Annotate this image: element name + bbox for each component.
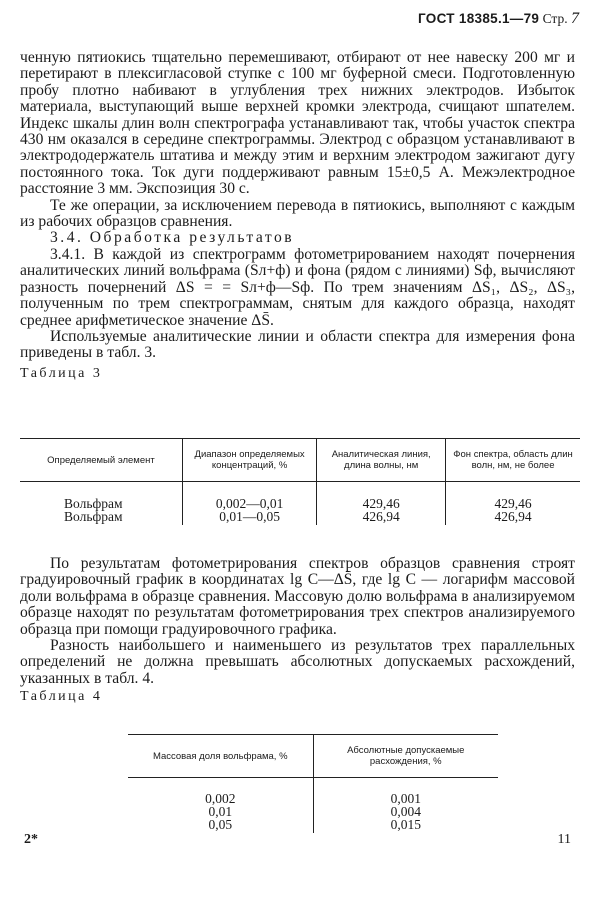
running-header [418,10,579,28]
sheet-number: 11 [557,832,571,847]
table3-caption: Таблица 3 [20,365,103,381]
table3-cell: 426,94 [317,510,446,525]
table3-header: Аналитическая линия, длина волны, нм [317,439,446,482]
table-3 [20,438,580,525]
table-row [20,482,580,511]
table3-cell: 429,46 [446,482,580,511]
paragraph: Разность наибольшего и наименьшего из результатов трех параллельных определений не должна превышать абсолютных допускаемых расхождений, указанных в табл. 4. [20,637,575,687]
table4-header: Массовая доля вольфрама, % [152,750,288,762]
table-row [128,818,498,833]
standard-code: ГОСТ 18385.1—79 [418,11,540,26]
table4-cell: 0,05 [208,817,233,832]
table3-cell: Вольфрам [64,509,123,524]
body-text-bottom [20,556,575,706]
body-text-top [20,50,575,382]
section-heading: 3.4. Обработка результатов [50,229,295,247]
table3-header: Фон спектра, область длин волн, нм, не более [446,439,580,482]
table4-header: Абсолютные допускаемые расхождения, % [313,735,498,778]
table4-cell: 0,015 [313,818,498,833]
table4-caption: Таблица 4 [20,689,103,705]
paragraph: ченную пятиокись тщательно перемешивают, отбирают от нее навеску 200 мг и перетирают в плексигласовой ступке с 100 мг буферной смеси. Подготовленную пробу плотно набивают в углубления трех нижних электродов. Избыток материала, выступающий выше верхней кромки электрода, счищают шпателем. Индекс шкалы длин волн спектрографа устанавливают так, чтобы участок спектра 430 нм оказался в середине спектрограммы. Электрод с образцом устанавливают в электрододержатель штатива и между этим и верхним электродом зажигают дугу постоянного тока. Ток дуги поддерживают равным 15±0,5 А. Межэлектродное расстояние 3 мм. Экспозиция 30 с. [20,49,575,198]
table3-cell: 429,46 [317,482,446,511]
table4-cell: 0,001 [313,778,498,806]
table3-cell: 0,002—0,01 [182,482,316,511]
table3-cell: 0,01—0,05 [182,510,316,525]
paragraph: Используемые аналитические линии и области спектра для измерения фона приведены в табл. 3. [20,327,575,362]
paragraph: По результатам фотометрирования спектров образцов сравнения строят градуировочный график в координатах lg C—ΔS̄, где lg C — логарифм массовой доли вольфрама в образце сравнения. Массовую долю вольфрама в анализируемом образце находят по результатам фотометрирования трех спектров анализируемого образца при помощи градуировочного графика. [20,555,575,638]
table-row [20,510,580,525]
table3-header: Диапазон определяемых концентраций, % [182,439,316,482]
table3-header: Определяемый элемент [47,454,155,466]
signature-mark: 2* [24,832,38,847]
table4-cell: 0,004 [313,805,498,818]
table4-cell: 0,002 [205,791,236,806]
page-label: Стр. [542,11,568,26]
paragraph: 3.4.1. В каждой из спектрограмм фотометрированием находят почернения аналитических линий вольфрама (Sл+ф) и фона (рядом с линиями) Sф, вычисляют разность почернений ΔS = = Sл+ф—Sф. По трем значениям ΔS₁, ΔS₂, ΔS₃, полученным по трем спектрограммам, снятым для каждого образца, находят среднее арифметическое значение ΔS̄. [20,245,575,329]
table3-cell: 426,94 [446,510,580,525]
paragraph: Те же операции, за исключением перевода в пятиокись, выполняют с каждым из рабочих образцов сравнения. [20,196,575,231]
table-4 [128,734,498,833]
table3-cell: Вольфрам [64,496,123,511]
table4-cell: 0,01 [208,804,233,819]
table-row [128,805,498,818]
page-number: 7 [571,10,579,27]
table-row [128,778,498,806]
